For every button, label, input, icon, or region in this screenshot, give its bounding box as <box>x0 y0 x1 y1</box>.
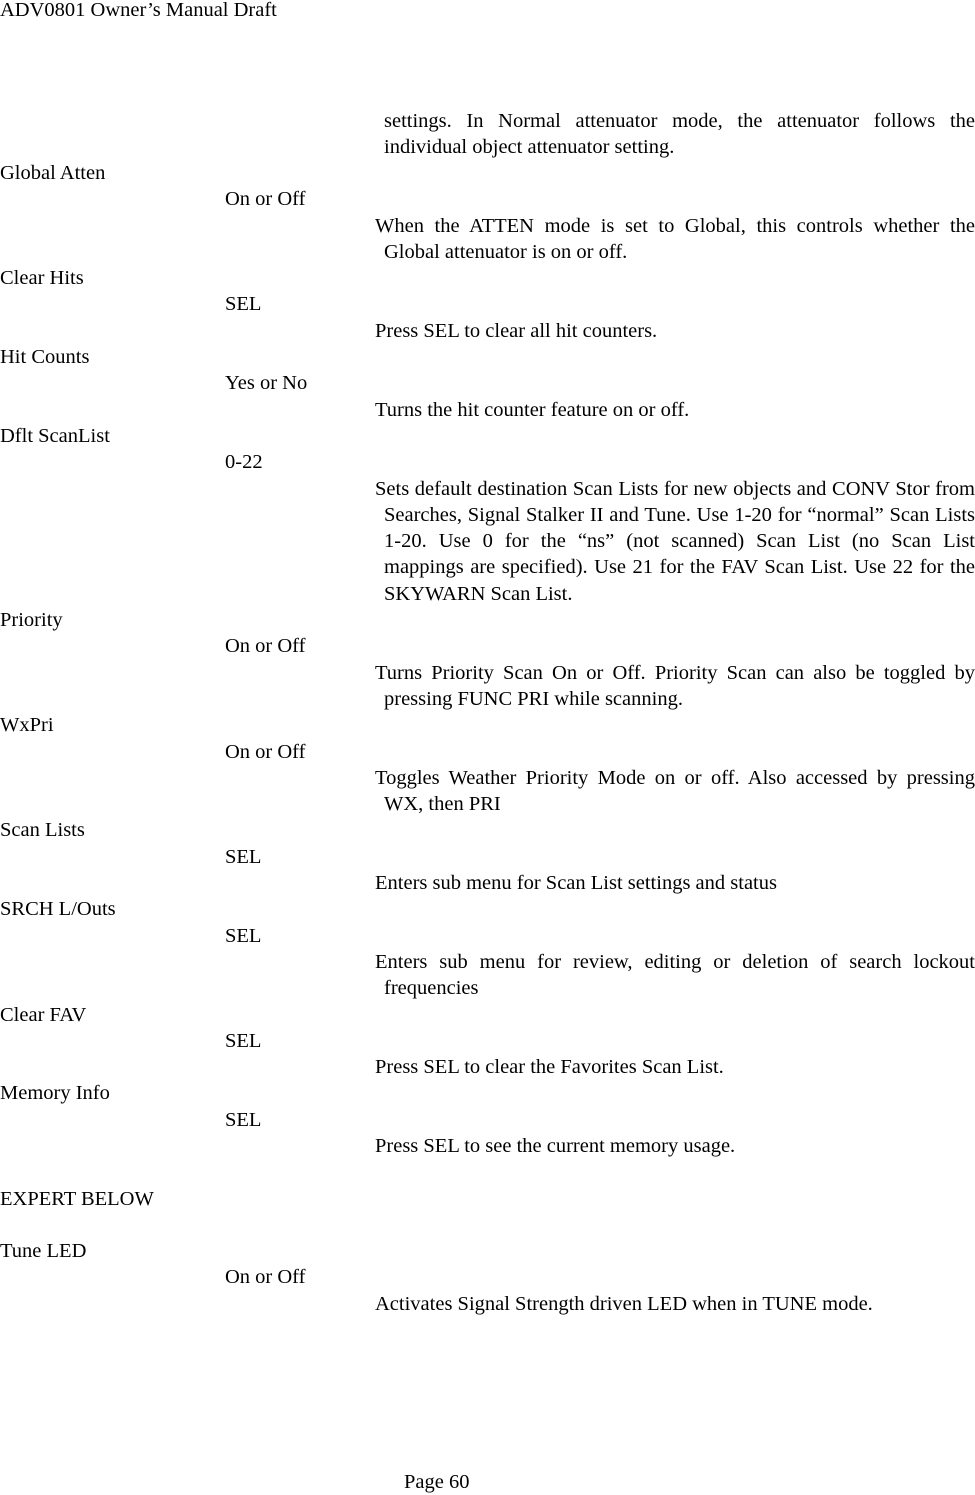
setting-name: Priority <box>0 609 63 632</box>
setting-name: Dflt ScanList <box>0 424 110 447</box>
setting-name: Tune LED <box>0 1240 87 1263</box>
page-header: ADV0801 Owner’s Manual Draft <box>0 0 277 21</box>
setting-name: WxPri <box>0 714 54 737</box>
setting-value: On or Off <box>225 188 306 211</box>
setting-value: On or Off <box>225 740 306 763</box>
setting-entry-clear-fav <box>0 1002 975 1081</box>
setting-description: Press SEL to clear the Favorites Scan List. <box>375 1056 724 1079</box>
setting-value: SEL <box>225 845 262 868</box>
setting-description: Enters sub menu for review, editing or deletion of search lockout frequencies <box>375 950 975 1000</box>
setting-value: SEL <box>225 1029 262 1052</box>
setting-name: SRCH L/Outs <box>0 898 116 921</box>
setting-entry-global-atten <box>0 160 975 265</box>
setting-value: SEL <box>225 293 262 316</box>
setting-entry-srch-louts <box>0 896 975 1001</box>
setting-description: Enters sub menu for Scan List settings and status <box>375 872 777 895</box>
settings-list <box>0 160 975 1317</box>
setting-description: When the ATTEN mode is set to Global, this controls whether the Global attenuator is on or off. <box>375 214 975 263</box>
setting-description: Activates Signal Strength driven LED when in TUNE mode. <box>375 1292 873 1315</box>
setting-description: Press SEL to see the current memory usage. <box>375 1134 736 1157</box>
setting-value: SEL <box>225 924 262 947</box>
section-heading: EXPERT BELOW <box>0 1187 154 1210</box>
setting-name: Scan Lists <box>0 819 85 842</box>
setting-description: Press SEL to clear all hit counters. <box>375 319 658 342</box>
setting-entry-tune-led <box>0 1238 975 1317</box>
setting-value: On or Off <box>225 1266 306 1289</box>
setting-entry-memory-info <box>0 1080 975 1159</box>
continued-description <box>375 108 975 161</box>
setting-entry-scan-lists <box>0 817 975 896</box>
setting-description: Turns the hit counter feature on or off. <box>375 398 690 421</box>
setting-name: Global Atten <box>0 162 106 184</box>
setting-name: Memory Info <box>0 1082 110 1105</box>
setting-value: On or Off <box>225 635 306 658</box>
setting-entry-dflt-scanlist <box>0 423 975 607</box>
setting-name: Hit Counts <box>0 346 90 369</box>
setting-entry-priority <box>0 607 975 712</box>
setting-value: SEL <box>225 1108 262 1131</box>
setting-entry-hit-counts <box>0 344 975 423</box>
setting-name: Clear Hits <box>0 267 84 290</box>
setting-value: 0-22 <box>225 451 263 474</box>
setting-value: Yes or No <box>225 372 308 395</box>
continued-description-text: settings. In Normal attenuator mode, the attenuator follows the individual object attenuator setting. <box>384 110 975 159</box>
setting-name: Clear FAV <box>0 1003 87 1026</box>
page-number: Page 60 <box>404 1471 470 1493</box>
setting-description: Turns Priority Scan On or Off. Priority Scan can also be toggled by pressing FUNC PRI while scanning. <box>375 661 975 710</box>
setting-entry-clear-hits <box>0 265 975 344</box>
setting-entry-wxpri <box>0 712 975 817</box>
setting-description: Sets default destination Scan Lists for new objects and CONV Stor from Searches, Signal Stalker II and Tune. Use 1-20 for “normal” Scan Lists 1-20. Use 0 for the “ns” (not scanned) Scan List (no Scan List mappings are specified). Use 21 for the FAV Scan List. Use 22 for the SKYWARN Scan List. <box>375 477 975 605</box>
setting-description: Toggles Weather Priority Mode on or off. Also accessed by pressing WX, then PRI <box>375 766 975 816</box>
